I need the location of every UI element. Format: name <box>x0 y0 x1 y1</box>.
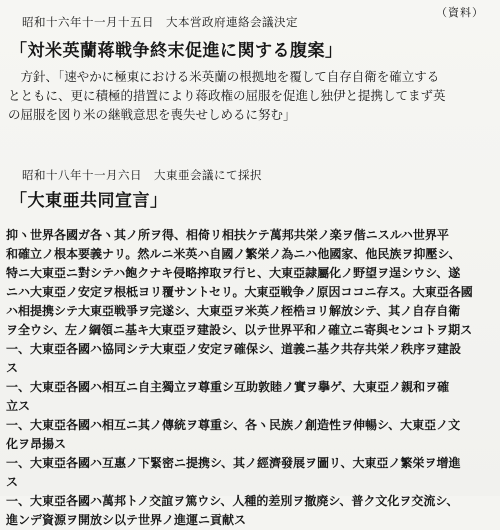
doc2-line: 抑ヽ世界各國ガ各ヽ其ノ所ヲ得、相倚リ相扶ケテ萬邦共栄ノ楽ヲ偕ニスルハ世界平 <box>6 228 449 242</box>
doc1-line: の屈服を図り米の継戦意思を喪失せしめるに努む」 <box>8 107 296 122</box>
doc2-org: 大東亜会議にて採択 <box>154 168 262 182</box>
principle-line: 進ンデ資源ヲ開放シ以テ世界ノ進運ニ貢献ス <box>6 513 247 527</box>
doc1-dateline <box>22 14 298 30</box>
material-tag: （資料） <box>436 6 484 19</box>
doc2-line: ハ相提携シテ大東亞戦爭ヲ完遂シ、大東亞ヲ米英ノ桎梏ヨリ解放シテ、其ノ自存自衛 <box>6 304 461 318</box>
principle-line: 一、大東亞各國ハ相互ニ其ノ傳統ヲ尊重シ、各ヽ民族ノ創造性ヲ伸暢シ、大東亞ノ文 <box>6 418 461 432</box>
doc1-org: 大本営政府連絡会議決定 <box>166 15 298 29</box>
principle-line: 一、大東亞各國ハ協同シテ大東亞ノ安定ヲ確保シ、道義ニ基ク共存共栄ノ秩序ヲ建設 <box>6 342 462 356</box>
principle-line: ス <box>6 361 19 375</box>
doc1-date: 昭和十六年十一月十五日 <box>22 15 154 29</box>
doc2-line: ヲ全ウシ、左ノ綱領ニ基キ大東亞ヲ建設シ、以テ世界平和ノ確立ニ寄與センコトヲ期ス <box>6 323 473 337</box>
doc2-date: 昭和十八年十一月六日 <box>22 168 142 182</box>
doc2-line: ニハ大東亞ノ安定ヲ根柢ヨリ覆サントセリ。大東亞戦争ノ原因ココニ存ス。大東亞各國 <box>6 285 473 299</box>
principle-line: 一、大東亞各國ハ相互ニ自主獨立ヲ尊重シ互助敦睦ノ實ヲ擧ゲ、大東亞ノ親和ヲ確 <box>6 380 450 394</box>
doc2-line: 特ニ大東亞ニ對シテハ飽クナキ侵略搾取ヲ行ヒ、大東亞隷屬化ノ野望ヲ逞シウシ、遂 <box>6 266 461 280</box>
doc2-principles <box>6 340 496 530</box>
doc1-line: 方針、「速やかに極東における米英蘭の根拠地を覆して自存自衛を確立する <box>8 69 440 84</box>
doc2-title: 「大東亜共同宣言」 <box>10 191 168 211</box>
doc1-title: 「対米英蘭蒋戦争終末促進に関する腹案」 <box>10 41 343 61</box>
doc2-line: 和確立ノ根本要義ナリ。然ルニ米英ハ自國ノ繁栄ノ為ニハ他國家、他民族ヲ抑壓シ、 <box>6 247 461 261</box>
doc2-dateline <box>22 167 262 183</box>
principle-line: 一、大東亞各國ハ互惠ノ下緊密ニ提携シ、其ノ經濟發展ヲ圖リ、大東亞ノ繁栄ヲ增進 <box>6 456 461 470</box>
principle-line: 化ヲ昂揚ス <box>6 437 67 451</box>
doc1-body <box>8 67 494 124</box>
doc2-body <box>6 226 496 340</box>
principle-line: ス <box>6 475 19 489</box>
principle-line: 立ス <box>6 399 31 413</box>
principle-line: 一、大東亞各國ハ萬邦トノ交誼ヲ篤ウシ、人種的差別ヲ撤廃シ、普ク文化ヲ交流シ、 <box>6 494 459 508</box>
doc1-line: とともに、更に積極的措置により蒋政権の屈服を促進し独伊と提携してまず英 <box>8 88 446 103</box>
